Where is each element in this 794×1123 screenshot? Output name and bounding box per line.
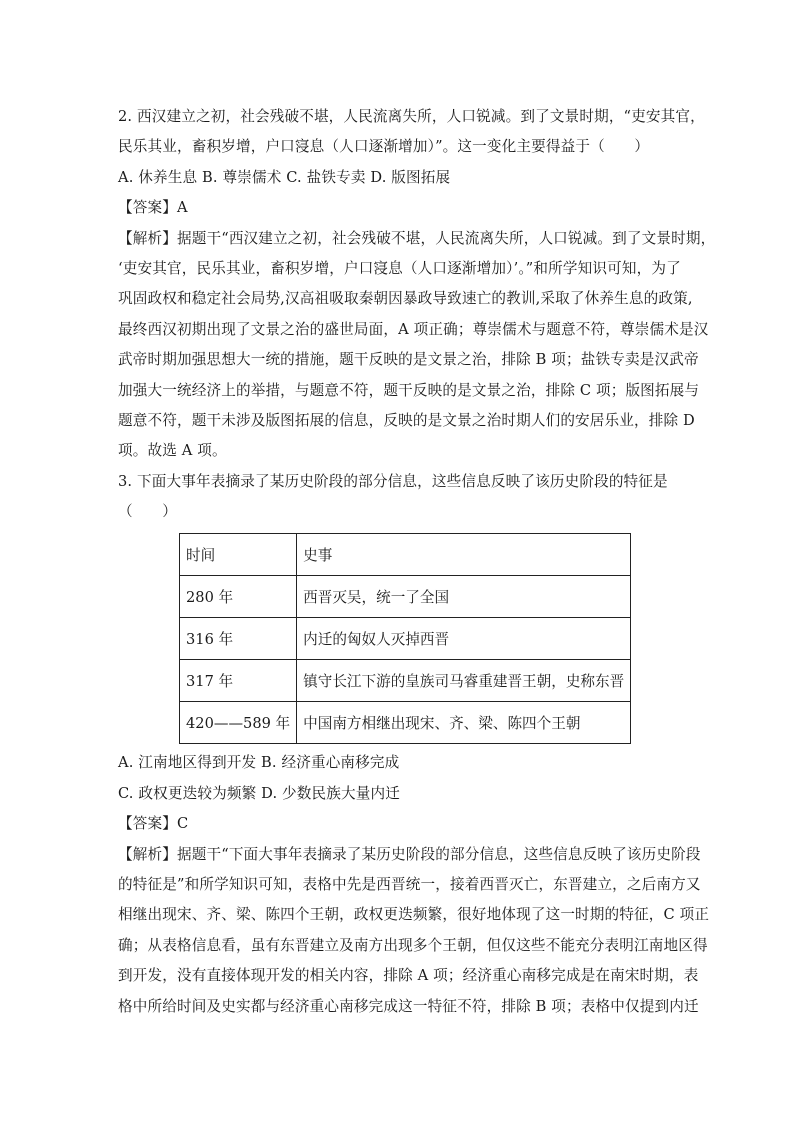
question-2-stem-line-1: 2. 西汉建立之初，社会残破不堪，人民流离失所，人口锐减。到了文景时期，“吏安其官，: [118, 108, 705, 125]
analysis-line: 到开发，没有直接体现开发的相关内容，排除 A 项；经济重心南移完成是在南宋时期，表: [118, 967, 699, 985]
analysis-line: 武帝时期加强思想大一统的措施，题干反映的是文景之治，排除 B 项；盐铁专卖是汉武帝: [118, 351, 699, 369]
analysis-line: ‘吏安其官，民乐其业，畜积岁增，户口寖息（人口逐渐增加）’。”和所学知识可知，为了: [118, 259, 681, 277]
question-2-answer: 【答案】A: [118, 199, 188, 217]
table-cell-time: 280 年: [180, 576, 297, 618]
table-header-row: [180, 534, 631, 576]
table-header-cell: 史事: [297, 534, 631, 576]
analysis-line: 格中所给时间及史实都与经济重心南移完成这一特征不符，排除 B 项；表格中仅提到内迁: [118, 997, 699, 1015]
analysis-line: 巩固政权和稳定社会局势,汉高祖吸取秦朝因暴政导致速亡的教训,采取了休养生息的政策,: [118, 290, 693, 308]
table-cell-event: 镇守长江下游的皇族司马睿重建晋王朝，史称东晋: [297, 660, 631, 702]
analysis-line: 相继出现宋、齐、梁、陈四个王朝，政权更迭频繁，很好地体现了这一时期的特征，C 项正: [118, 906, 710, 924]
table-cell-event: 中国南方相继出现宋、齐、梁、陈四个王朝: [297, 702, 631, 744]
events-table: [179, 533, 631, 744]
question-3-answer: 【答案】C: [118, 815, 189, 833]
table-cell-time: 420——589 年: [180, 702, 297, 744]
table-cell-event: 内迁的匈奴人灭掉西晋: [297, 618, 631, 660]
table-cell-event: 西晋灭吴，统一了全国: [297, 576, 631, 618]
question-3-stem-line-1: 3. 下面大事年表摘录了某历史阶段的部分信息，这些信息反映了该历史阶段的特征是: [118, 472, 668, 490]
question-3-stem-line-2: （ ）: [118, 503, 177, 521]
table-cell-time: 317 年: [180, 660, 297, 702]
question-2: [118, 102, 716, 467]
question-3-options-line-1: A. 江南地区得到开发 B. 经济重心南移完成: [118, 754, 400, 772]
table-cell-time: 316 年: [180, 618, 297, 660]
page-content: [118, 102, 716, 1022]
analysis-line: 最终西汉初期出现了文景之治的盛世局面，A 项正确；尊崇儒术与题意不符，尊崇儒术是汉: [118, 320, 709, 338]
analysis-line: 项。故选 A 项。: [118, 442, 227, 460]
table-row: [180, 702, 631, 744]
question-3-options-line-2: C. 政权更迭较为频繁 D. 少数民族大量内迁: [118, 784, 400, 802]
table-row: [180, 660, 631, 702]
question-3: [118, 467, 710, 1022]
analysis-line: 题意不符，题干未涉及版图拓展的信息，反映的是文景之治时期人们的安居乐业，排除 D: [118, 411, 695, 429]
table-header-cell: 时间: [180, 534, 297, 576]
analysis-line: 【解析】据题干“下面大事年表摘录了某历史阶段的部分信息，这些信息反映了该历史阶段: [118, 845, 701, 863]
table-row: [180, 576, 631, 618]
question-2-stem-line-2: 民乐其业，畜积岁增，户口寖息（人口逐渐增加）”。这一变化主要得益于（ ）: [118, 138, 650, 156]
analysis-line: 的特征是”和所学知识可知，表格中先是西晋统一，接着西晋灭亡，东晋建立，之后南方又: [118, 876, 701, 894]
analysis-line: 确；从表格信息看，虽有东晋建立及南方出现多个王朝，但仅这些不能充分表明江南地区得: [118, 936, 708, 954]
question-3-analysis: [118, 840, 710, 1022]
analysis-line: 加强大一统经济上的举措，与题意不符，题干反映的是文景之治，排除 C 项；版图拓展与: [118, 381, 700, 399]
question-2-options: A. 休养生息 B. 尊崇儒术 C. 盐铁专卖 D. 版图拓展: [118, 168, 451, 186]
table-row: [180, 618, 631, 660]
question-2-analysis: [118, 224, 716, 467]
analysis-line: 【解析】据题干“西汉建立之初，社会残破不堪，人民流离失所，人口锐减。到了文景时期，: [118, 229, 716, 247]
